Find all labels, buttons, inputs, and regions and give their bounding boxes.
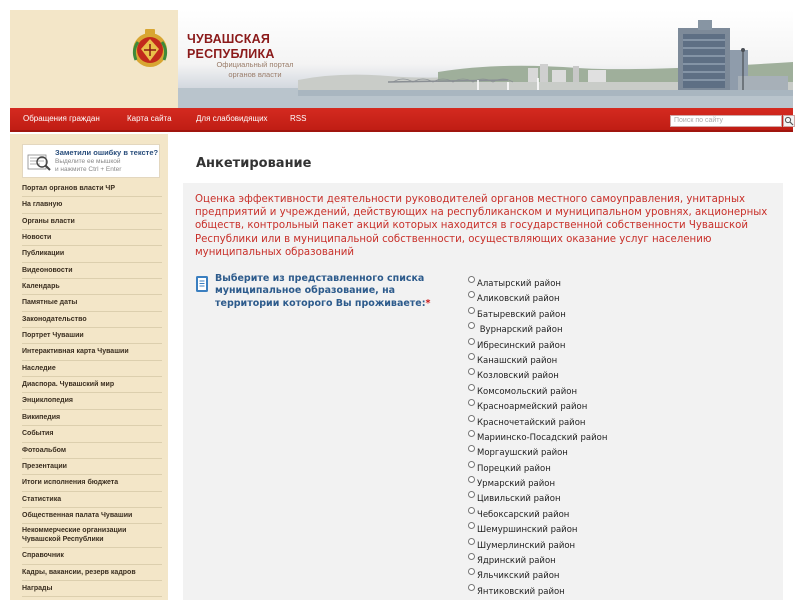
option-label: Мариинско-Посадский район <box>477 432 608 443</box>
radio-button[interactable] <box>468 538 475 545</box>
sidebar-item-memorable-dates[interactable]: Памятные даты <box>22 295 162 311</box>
report-typo-notice <box>22 144 160 178</box>
radio-button[interactable] <box>468 399 475 406</box>
question-text: Выберите из представленного списка муниципальное образование, на территории которого Вы проживаете: <box>215 273 426 309</box>
sidebar-menu <box>22 181 162 597</box>
district-option[interactable] <box>468 353 688 368</box>
sidebar-item-directory[interactable]: Справочник <box>22 548 162 564</box>
district-option[interactable] <box>468 507 688 522</box>
main-content <box>178 134 788 600</box>
sidebar-item-diaspora[interactable]: Диаспора. Чувашский мир <box>22 377 162 393</box>
district-option[interactable] <box>468 322 688 337</box>
sidebar-item-photo-album[interactable]: Фотоальбом <box>22 443 162 459</box>
sidebar <box>10 134 168 600</box>
option-label: Канашский район <box>477 355 558 366</box>
district-option[interactable] <box>468 368 688 383</box>
survey-question <box>195 273 475 323</box>
option-label: Шемуршинский район <box>477 525 578 536</box>
nav-citizen-appeals[interactable]: Обращения граждан <box>23 114 100 123</box>
site-subtitle <box>200 60 310 80</box>
sidebar-item-jobs[interactable]: Кадры, вакансии, резерв кадров <box>22 565 162 581</box>
district-option[interactable] <box>468 491 688 506</box>
district-option[interactable] <box>468 307 688 322</box>
sidebar-item-wikipedia[interactable]: Википедия <box>22 410 162 426</box>
district-option[interactable] <box>468 584 688 599</box>
radio-button[interactable] <box>468 430 475 437</box>
radio-button[interactable] <box>468 368 475 375</box>
sidebar-item-heritage[interactable]: Наследие <box>22 361 162 377</box>
district-option[interactable] <box>468 338 688 353</box>
header <box>10 10 793 108</box>
nav-site-map[interactable]: Карта сайта <box>127 114 172 123</box>
radio-button[interactable] <box>468 568 475 575</box>
sidebar-item-public-chamber[interactable]: Общественная палата Чувашии <box>22 508 162 524</box>
survey-panel <box>183 183 783 600</box>
site-title-line2: РЕСПУБЛИКА <box>187 47 275 61</box>
sidebar-item-ngo[interactable]: Некоммерческие организации Чувашской Республики <box>22 524 162 548</box>
district-option[interactable] <box>468 522 688 537</box>
radio-button[interactable] <box>468 584 475 591</box>
radio-button[interactable] <box>468 338 475 345</box>
header-emblem-area <box>10 10 178 108</box>
typo-notice-line1: Выделите ее мышкой <box>55 158 121 165</box>
site-subtitle-line1: Официальный портал <box>216 60 294 69</box>
radio-button[interactable] <box>468 445 475 452</box>
option-label: Красночетайский район <box>477 417 586 428</box>
radio-button[interactable] <box>468 461 475 468</box>
sidebar-item-news[interactable]: Новости <box>22 230 162 246</box>
option-label: Вурнарский район <box>477 325 563 336</box>
radio-button[interactable] <box>468 522 475 529</box>
survey-intro-text: Оценка эффективности деятельности руководителей органов местного самоуправления, унитарных предприятий и учреждений, действующих на республиканском и муниципальном уровнях, акционерных обществ, контрольный пакет акций которых находится в государственной собственности Чувашской Республики или в муниципальной собственности, осуществляющих оказание услуг населению муниципальных образований <box>195 194 768 258</box>
site-title[interactable] <box>187 32 317 62</box>
sidebar-item-awards[interactable]: Награды <box>22 581 162 597</box>
option-label: Ибресинский район <box>477 340 566 351</box>
radio-button[interactable] <box>468 353 475 360</box>
sidebar-item-authorities[interactable]: Органы власти <box>22 214 162 230</box>
required-mark: * <box>425 297 431 309</box>
option-label: Яльчикский район <box>477 571 560 582</box>
coat-of-arms-icon[interactable] <box>128 26 172 70</box>
district-option[interactable] <box>468 384 688 399</box>
sidebar-item-portrait[interactable]: Портрет Чувашии <box>22 328 162 344</box>
question-label <box>215 273 445 310</box>
sidebar-item-interactive-map[interactable]: Интерактивная карта Чувашии <box>22 344 162 360</box>
radio-button[interactable] <box>468 476 475 483</box>
option-label: Красноармейский район <box>477 402 588 413</box>
district-option[interactable] <box>468 476 688 491</box>
option-label: Цивильский район <box>477 494 561 505</box>
district-option[interactable] <box>468 445 688 460</box>
district-option[interactable] <box>468 538 688 553</box>
option-label: Чебоксарский район <box>477 509 570 520</box>
search-button[interactable] <box>783 115 795 127</box>
sidebar-item-calendar[interactable]: Календарь <box>22 279 162 295</box>
radio-button[interactable] <box>468 291 475 298</box>
option-label: Янтиковский район <box>477 586 565 597</box>
district-option[interactable] <box>468 553 688 568</box>
search-icon <box>784 116 794 126</box>
district-option[interactable] <box>468 399 688 414</box>
nav-rss[interactable]: RSS <box>290 114 307 123</box>
option-label: Аликовский район <box>477 294 560 305</box>
option-label: Батыревский район <box>477 309 566 320</box>
option-label: Козловский район <box>477 371 559 382</box>
page-title: Анкетирование <box>196 156 312 171</box>
district-option[interactable] <box>468 568 688 583</box>
option-label: Урмарский район <box>477 479 556 490</box>
sidebar-item-portal[interactable]: Портал органов власти ЧР <box>22 181 162 197</box>
option-label: Шумерлинский район <box>477 540 576 551</box>
typo-notice-title: Заметили ошибку в тексте? <box>55 148 159 157</box>
option-label: Комсомольский район <box>477 386 578 397</box>
sidebar-item-encyclopedia[interactable]: Энциклопедия <box>22 393 162 409</box>
nav-visually-impaired[interactable]: Для слабовидящих <box>196 114 268 123</box>
radio-button[interactable] <box>468 322 475 329</box>
option-label: Ядринский район <box>477 556 556 567</box>
district-radio-group <box>468 276 688 599</box>
sidebar-item-video-news[interactable]: Видеоновости <box>22 263 162 279</box>
magnifier-text-icon <box>26 149 52 175</box>
district-option[interactable] <box>468 415 688 430</box>
radio-button[interactable] <box>468 276 475 283</box>
document-icon <box>195 275 209 293</box>
site-title-line1: ЧУВАШСКАЯ <box>187 32 271 46</box>
radio-button[interactable] <box>468 507 475 514</box>
site-subtitle-line2: органов власти <box>228 70 282 79</box>
radio-button[interactable] <box>468 307 475 314</box>
sidebar-item-statistics[interactable]: Статистика <box>22 492 162 508</box>
option-label: Порецкий район <box>477 463 551 474</box>
top-nav <box>10 108 793 132</box>
radio-button[interactable] <box>468 553 475 560</box>
sidebar-item-legislation[interactable]: Законодательство <box>22 312 162 328</box>
sidebar-item-home[interactable]: На главную <box>22 197 162 213</box>
district-option[interactable] <box>468 430 688 445</box>
radio-button[interactable] <box>468 415 475 422</box>
typo-notice-line2: и нажмите Ctrl + Enter <box>55 166 122 173</box>
district-option[interactable] <box>468 291 688 306</box>
option-label: Моргаушский район <box>477 448 568 459</box>
sidebar-item-budget-results[interactable]: Итоги исполнения бюджета <box>22 475 162 491</box>
option-label: Алатырский район <box>477 279 561 289</box>
district-option[interactable] <box>468 276 688 291</box>
sidebar-item-publications[interactable]: Публикации <box>22 246 162 262</box>
search-input[interactable]: Поиск по сайту <box>670 115 782 127</box>
radio-button[interactable] <box>468 491 475 498</box>
district-option[interactable] <box>468 461 688 476</box>
sidebar-item-events[interactable]: События <box>22 426 162 442</box>
sidebar-item-presentations[interactable]: Презентации <box>22 459 162 475</box>
radio-button[interactable] <box>468 384 475 391</box>
